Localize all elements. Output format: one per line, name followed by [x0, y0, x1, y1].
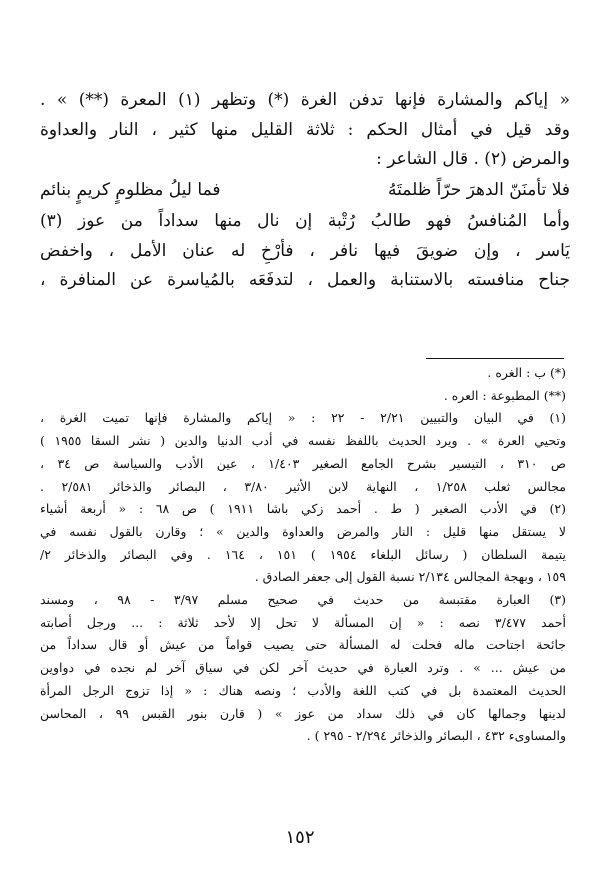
footnote-line: جائحة اجتاحت ماله فحلت له المسألة حتى يصيب قواماً من عيش أو قال سداداً من [40, 637, 566, 653]
footnote-line: مجالس ثعلب ١/٢٥٨ ، النهاية لابن الأثير ٣/٨٠ ، البصائر والذخائر ٢/٥٨١ . [40, 478, 566, 494]
footnote-line: يتيمة السلطان ( رسائل البلغاء ١٩٥٤ ) ١٥١ ، ١٦٤ . وفي البصائر والذخائر ٢/ [40, 546, 566, 562]
footnote-line: وتحيي العرة » . ويرد الحديث باللفظ نفسه في أدب الدنيا والدين ( نشر السقا ١٩٥٥ ) [40, 433, 566, 449]
footnote-line: (**) المطبوعة : العره . [443, 387, 566, 403]
footnote-line: (١) في البيان والتبيين ٢/٢١ - ٢٢ : « إياكم والمشارة فإنها تميت الغرة ، [40, 410, 566, 426]
footnote-line: (٢) في الأدب الصغير ( ط . أحمد زكي باشا ١٩١١ ) ص ٦٨ : « أربعة أشياء [40, 501, 566, 517]
footnote-line: من عيش ... » . وترد العبارة في حديث آخر لكن في سياق آخر لم نجده في دواوين [40, 660, 566, 676]
footnote-line: الحديث المعتمدة بل في كتب اللغة والأدب ؛ ونصه هناك : « إذا تزوج الرجل المرأة [40, 682, 566, 698]
poem-verse [40, 176, 570, 206]
footnotes [40, 362, 566, 748]
poem-second-hemistich: فما ليلُ مظلومٍ كريمٍ بنائم [40, 179, 221, 200]
text-line: يَاسر ، وإن ضويقَ فيها نافر ، فأرْخِ له عنان الأمل ، واخفض [40, 240, 570, 261]
footnote-line: أحمد ٣/٤٧٧ نصه : « إن المسألة لا تحل إلا لأحد ثلاثة : ... ورجل أصابته [40, 614, 566, 630]
footnote-line: لا يستقل منها قليل : النار والمرض والعداوة والدين » ؛ وقارن بالقول نفسه في [40, 523, 566, 539]
footnote-line: (*) ب : الغره . [487, 365, 566, 380]
poem-first-hemistich: فلا تأمنَنّ الدهرَ حرّاً ظلمتَهُ [388, 179, 570, 200]
footnote-line: لدينها وجمالها كان في ذلك سداد من عوز » ( قارن بنور القبس ٩٩ ، المحاسن [40, 705, 566, 721]
text-line: « إياكم والمشارة فإنها تدفن الغرة (*) وتظهر (١) المعرة (**) » . [40, 90, 570, 110]
main-text [40, 86, 570, 296]
footnote-line: والمساوىء ٤٣٢ ، البصائر والذخائر ٢/٢٩٤ - ٢٩٥ ) . [306, 728, 566, 744]
text-line: وأما المُنافسُ فهو طالبُ رُتْبة إن نال منها سداداً من عوز (٣) [40, 211, 570, 231]
text-line: وقد قيل في أمثال الحكم : ثلاثة القليل منها كثير ، النار والعداوة [40, 119, 570, 140]
page-number: ١٥٢ [285, 827, 315, 848]
text-line: والمرض (٢) . قال الشاعر : [376, 149, 570, 169]
footnote-line: ص ٣١٠ ، التيسير بشرح الجامع الصغير ١/٤٠٣ ، عين الأدب والسياسة ص ٣٤ ، [40, 455, 566, 471]
footnote-separator [426, 358, 564, 359]
footnote-line: ١٥٩ ، وبهجة المجالس ٢/١٣٤ نسبة القول إلى جعفر الصادق . [254, 569, 566, 585]
text-line: جناح منافسته بالاستنابة والعمل ، لتدفَعَه بالمُياسرة عن المنافرة ، [40, 270, 570, 290]
footnote-line: (٣) العبارة مقتبسة من حديث في صحيح مسلم ٣/٩٧ - ٩٨ ، ومسند [40, 592, 566, 608]
